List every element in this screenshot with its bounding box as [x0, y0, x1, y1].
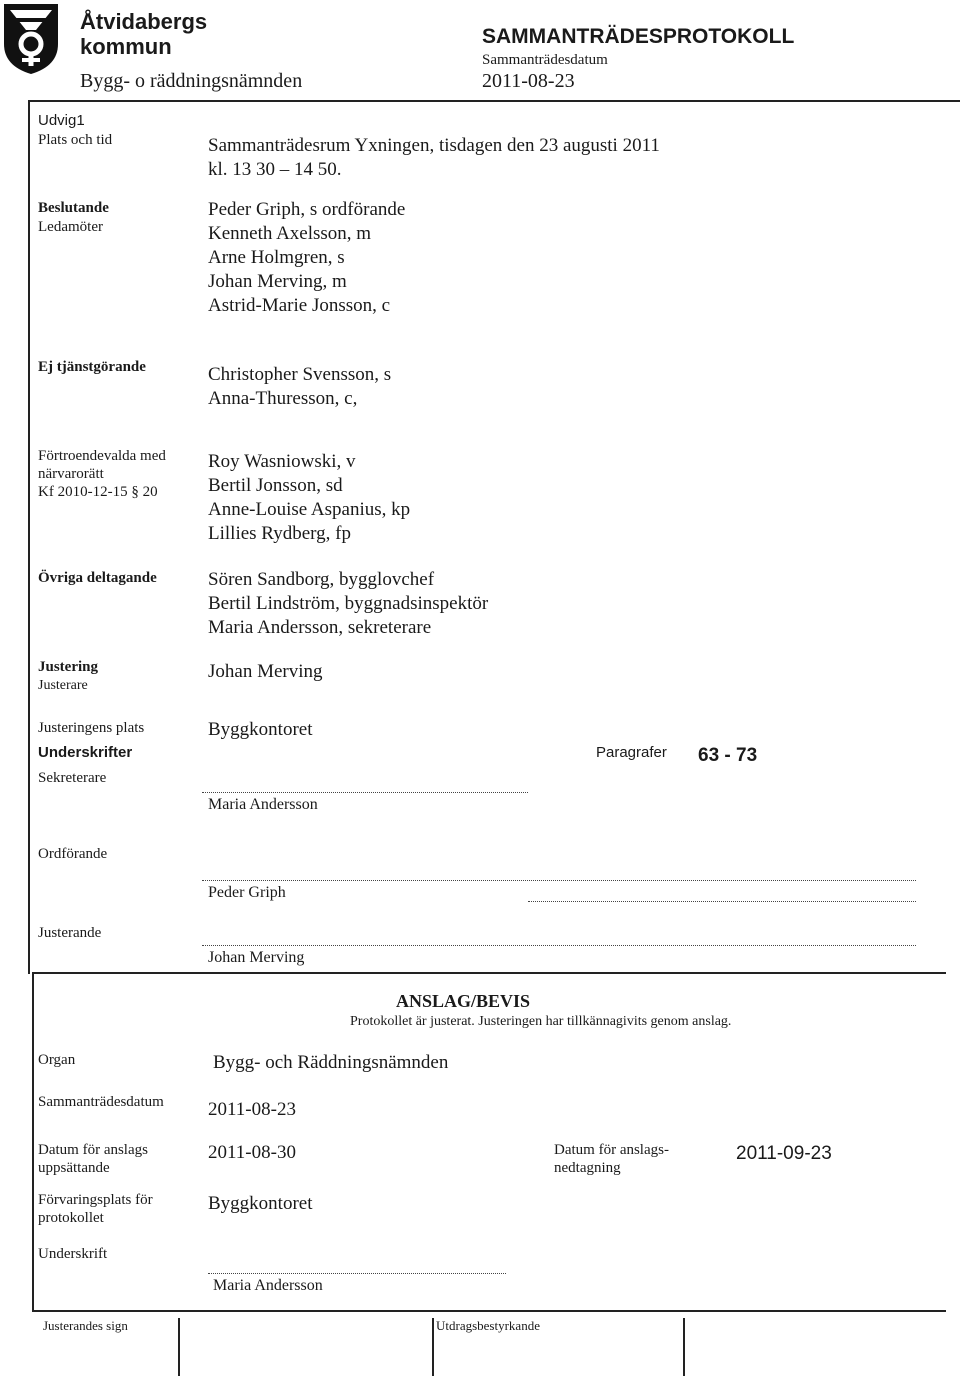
deciding-members-list [208, 198, 405, 318]
left-frame-line [28, 100, 30, 974]
organ-label: Organ [38, 1052, 76, 1068]
secretary-signature-line [202, 792, 528, 793]
notice-left-line [32, 972, 34, 1310]
removal-date-label: Datum för anslags- nedtagning [554, 1142, 669, 1176]
trustee-member: Lillies Rydberg, fp [208, 523, 351, 544]
members-label: Ledamöter [38, 219, 103, 235]
signatures-label: Underskrifter [38, 744, 133, 761]
footer-divider-2 [432, 1318, 434, 1376]
posting-date-value: 2011-08-30 [208, 1142, 296, 1163]
other-participant: Sören Sandborg, bygglovchef [208, 569, 435, 590]
logo-text-line2: kommun [80, 34, 172, 59]
trustee-member: Roy Wasniowski, v [208, 451, 356, 472]
meeting-date-value: 2011-08-23 [482, 70, 575, 92]
trustee-member: Bertil Jonsson, sd [208, 475, 343, 496]
meeting-date-label: Sammanträdesdatum [482, 52, 608, 68]
deciding-member: Kenneth Axelsson, m [208, 223, 372, 244]
footer-divider-3 [683, 1318, 685, 1376]
storage-value: Byggkontoret [208, 1193, 313, 1214]
not-serving-list [208, 363, 391, 411]
paragraphs-value: 63 - 73 [698, 745, 758, 766]
notice-signature-name: Maria Andersson [213, 1277, 323, 1294]
other-participant: Maria Andersson, sekreterare [208, 617, 432, 638]
chair-name: Peder Griph [208, 884, 286, 901]
posting-date-label: Datum för anslags uppsättande [38, 1142, 148, 1176]
not-serving-member: Anna-Thuresson, c, [208, 388, 358, 409]
department-name: Bygg- o räddningsnämnden [80, 70, 303, 92]
adjuster-label: Justerare [38, 678, 88, 693]
deciding-member: Astrid-Marie Jonsson, c [208, 295, 391, 316]
footer-top-line [32, 1310, 946, 1312]
place-time-line2: kl. 13 30 – 14 50. [208, 159, 342, 180]
deciding-member: Johan Merving, m [208, 271, 347, 292]
place-time-label: Plats och tid [38, 132, 113, 148]
adjustment-place-value: Byggkontoret [208, 719, 313, 740]
chair-signature-line [202, 880, 916, 881]
adjusting-label: Justerande [38, 925, 102, 941]
adjuster-sign-label: Justerandes sign [43, 1318, 128, 1333]
extract-certification-label: Utdragsbestyrkande [436, 1318, 540, 1333]
municipality-logo [0, 0, 62, 76]
header-divider [28, 100, 960, 102]
signature-label: Underskrift [38, 1246, 108, 1262]
notice-top-line [32, 972, 946, 974]
notice-signature-line [208, 1273, 506, 1274]
notice-title: ANSLAG/BEVIS [396, 991, 531, 1011]
notice-subtitle: Protokollet är justerat. Justeringen har tillkännagivits genom anslag. [350, 1014, 732, 1029]
paragraphs-label: Paragrafer [596, 744, 667, 761]
removal-date-value: 2011-09-23 [736, 1143, 832, 1164]
notice-meeting-date-value: 2011-08-23 [208, 1099, 296, 1120]
adjustment-place-label: Justeringens plats [38, 720, 145, 736]
document-title: SAMMANTRÄDESPROTOKOLL [482, 25, 795, 48]
organ-value: Bygg- och Räddningsnämnden [213, 1052, 449, 1073]
secretary-name: Maria Andersson [208, 796, 318, 813]
deciding-member: Peder Griph, s ordförande [208, 199, 406, 220]
deciding-member: Arne Holmgren, s [208, 247, 345, 268]
other-participant: Bertil Lindström, byggnadsinspektör [208, 593, 489, 614]
chair-label: Ordförande [38, 846, 108, 862]
footer-divider-1 [178, 1318, 180, 1376]
others-label: Övriga deltagande [38, 570, 157, 586]
not-serving-label: Ej tjänstgörande [38, 359, 146, 375]
not-serving-member: Christopher Svensson, s [208, 364, 392, 385]
notice-meeting-date-label: Sammanträdesdatum [38, 1094, 164, 1110]
secretary-label: Sekreterare [38, 770, 107, 786]
adjuster-name: Johan Merving [208, 949, 305, 966]
udvig-label: Udvig1 [38, 112, 85, 129]
deciding-label: Beslutande [38, 200, 109, 216]
extra-signature-line [528, 901, 916, 902]
trustees-list [208, 450, 410, 546]
logo-text-line1: Åtvidabergs [80, 9, 208, 34]
adjuster-value: Johan Merving [208, 661, 323, 682]
place-time-line1: Sammanträdesrum Yxningen, tisdagen den 23 augusti 2011 [208, 135, 660, 156]
storage-label: Förvaringsplats för protokollet [38, 1192, 153, 1226]
municipality-shield-icon [0, 0, 62, 76]
trustee-member: Anne-Louise Aspanius, kp [208, 499, 411, 520]
adjuster-signature-line [202, 945, 916, 946]
others-list [208, 568, 488, 640]
adjustment-label: Justering [38, 659, 98, 675]
trustees-label: Förtroendevalda med närvarorätt Kf 2010-12-15 § 20 [38, 448, 166, 500]
